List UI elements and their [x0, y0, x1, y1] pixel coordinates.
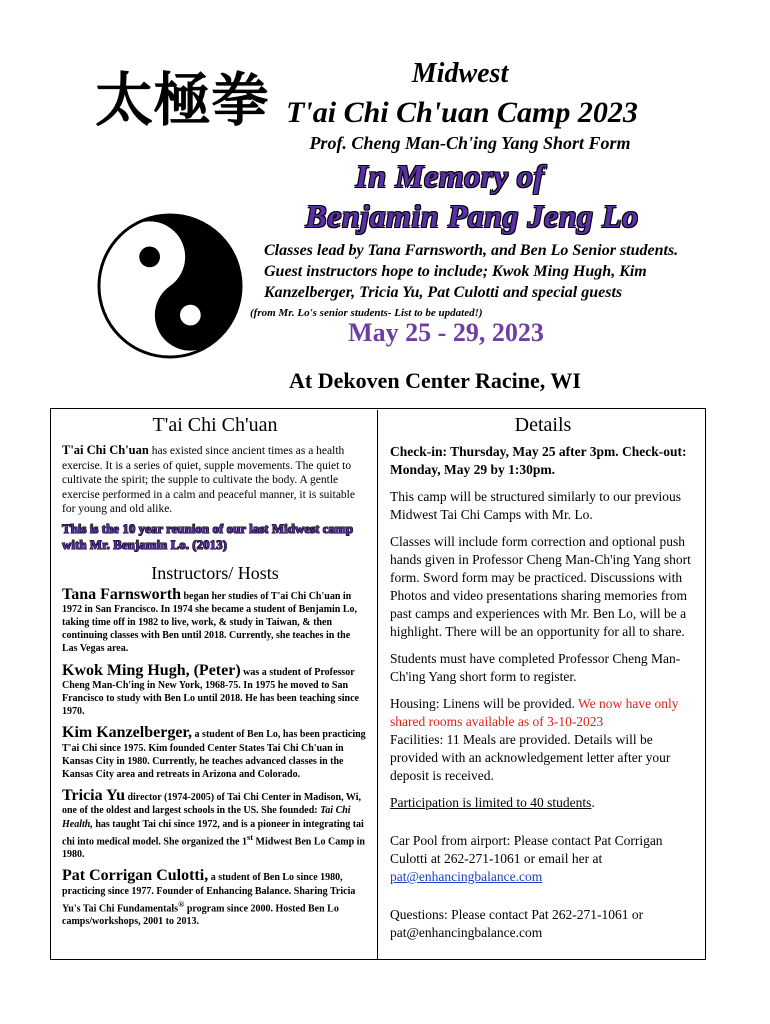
instructors-heading: Instructors/ Hosts [151, 562, 279, 583]
carpool-email-link[interactable]: pat@enhancingbalance.com [390, 869, 543, 884]
questions-info: Questions: Please contact Pat 262-271-1061 or pat@enhancingbalance.com [390, 907, 644, 940]
bio-text3: Midwest Ben Lo Camp in 1980. [62, 836, 365, 861]
bio-name: Kim Kanzelberger, [62, 724, 193, 742]
right-column [390, 412, 696, 951]
bio-sup: ® [178, 899, 185, 909]
bio-name: Tricia Yu [62, 787, 125, 805]
bio-kwok [62, 661, 368, 719]
bio-text2: has taught Tai chi since 1972, and is a pioneer in integrating tai chi into medical model. She organized the 1 [62, 818, 364, 848]
memory-heading-line1: In Memory of [355, 158, 545, 194]
housing-facilities [390, 695, 696, 785]
left-heading: T'ai Chi Ch'uan [152, 414, 278, 436]
housing-text: Housing: Linens will be provided. [390, 696, 578, 711]
event-location: At Dekoven Center Racine, WI [289, 368, 581, 393]
bio-sup: st [247, 832, 254, 842]
bio-italic: Tai Chi Health, [62, 805, 351, 830]
bio-name: Pat Corrigan Culotti, [62, 867, 209, 885]
facilities-text: Facilities: 11 Meals are provided. Details will be provided with an acknowledgement letter after your deposit is received. [390, 732, 671, 783]
page-title: T'ai Chi Ch'uan Camp 2023 [286, 96, 638, 129]
bio-tricia [62, 789, 368, 861]
bio-name: Kwok Ming Hugh, (Peter) [62, 661, 241, 679]
calligraphy-text: 太極拳 [95, 66, 270, 134]
participation [390, 794, 696, 812]
prerequisite: Students must have completed Professor Cheng Man-Ch'ing Yang short form to register. [390, 651, 681, 684]
event-date: May 25 - 29, 2023 [348, 318, 544, 347]
column-divider [377, 410, 378, 960]
carpool-text: Car Pool from airport: Please contact Pat Corrigan Culotti at 262-271-1061 or email her at [390, 833, 663, 866]
intro-bold: T'ai Chi Ch'uan [62, 443, 149, 457]
bio-text2: program since 2000. Hosted Ben Lo camps/workshops, 2001 to 2013. [62, 903, 339, 928]
classes-text: Classes lead by Tana Farnsworth, and Ben Lo Senior students. Guest instructors hope to include; Kwok Ming Hugh, Kim Kanzelberger, Tricia Yu, Pat Culotti and special guests [264, 242, 679, 301]
participation-text: Participation is limited to 40 students [390, 795, 592, 810]
bio-pat [62, 869, 368, 928]
from-note: (from Mr. Lo's senior students- List to be updated!) [250, 307, 483, 319]
bio-text: director (1974-2005) of Tai Chi Center in Madison, Wi, one of the oldest and largest schools in the US. She founded: [62, 792, 361, 817]
memory-heading-line2: Benjamin Pang Jeng Lo [305, 198, 639, 234]
left-column [62, 412, 368, 937]
bio-text: a student of Ben Lo, has been practicing T'ai Chi since 1975. Kim founded Center States Tai Chi Ch'uan in Kansas City in 1980. Currently, he teaches advanced classes in the Kansas City area and retreats in Arizona and Colorado. [62, 729, 366, 780]
taichi-intro [62, 443, 368, 517]
reunion-note: This is the 10 year reunion of our last Midwest camp with Mr. Benjamin Lo. (2013) [62, 520, 354, 552]
bio-text: began her studies of T'ai Chi Ch'uan in 1972 in San Francisco. In 1974 she became a student of Benjamin Lo, taking time off in 1982 to live, work, & study in Taiwan, & then continuing classes with Ben until 2018. Currently, she teaches in the Las Vegas area. [62, 590, 358, 655]
carpool-info [390, 832, 696, 886]
housing-notice: We now have only shared rooms available as of 3-10-2023 [390, 696, 679, 729]
bio-text: a student of Ben Lo since 1980, practicing since 1977. Founder of Enhancing Balance. Sharing Tricia Yu's Tai Chi Fundamentals [62, 872, 356, 915]
camp-structure: This camp will be structured similarly to our previous Midwest Tai Chi Camps with Mr. Lo. [390, 489, 681, 522]
checkin-info: Check-in: Thursday, May 25 after 3pm. Check-out: Monday, May 29 by 1:30pm. [390, 444, 687, 477]
yin-yang-icon [96, 212, 244, 360]
tai-chi-calligraphy-logo [95, 58, 275, 138]
participation-period: . [591, 795, 595, 810]
bio-kim [62, 726, 368, 781]
intro-text: has existed since ancient times as a health exercise. It is a series of quiet, supple movements. The quiet to cultivate the spirit; the supple to cultivate the body. A gentle exercise performed in a calm and peaceful manner, it is suitable for young and old alike. [62, 445, 355, 515]
right-heading: Details [514, 414, 572, 436]
title-midwest: Midwest [411, 58, 509, 89]
bio-tana [62, 585, 368, 656]
subtitle: Prof. Cheng Man-Ch'ing Yang Short Form [309, 133, 631, 153]
bio-text: was a student of Professor Cheng Man-Ch'ing in New York, 1968-75. In 1975 he moved to San Francisco to study with Ben Lo until 2018. He has been teaching since 1970. [62, 666, 359, 718]
classes-description [250, 240, 720, 324]
bio-name: Tana Farnsworth [62, 585, 181, 603]
classes-info: Classes will include form correction and optional push hands given in Professor Cheng Man-Ch'ing Yang short form. Sword form may be practiced. Discussions with Photos and video presentations sharing memories from past camps and experiences with Mr. Ben Lo, will be a highlight. There will be an opportunity for all to share. [390, 534, 691, 639]
